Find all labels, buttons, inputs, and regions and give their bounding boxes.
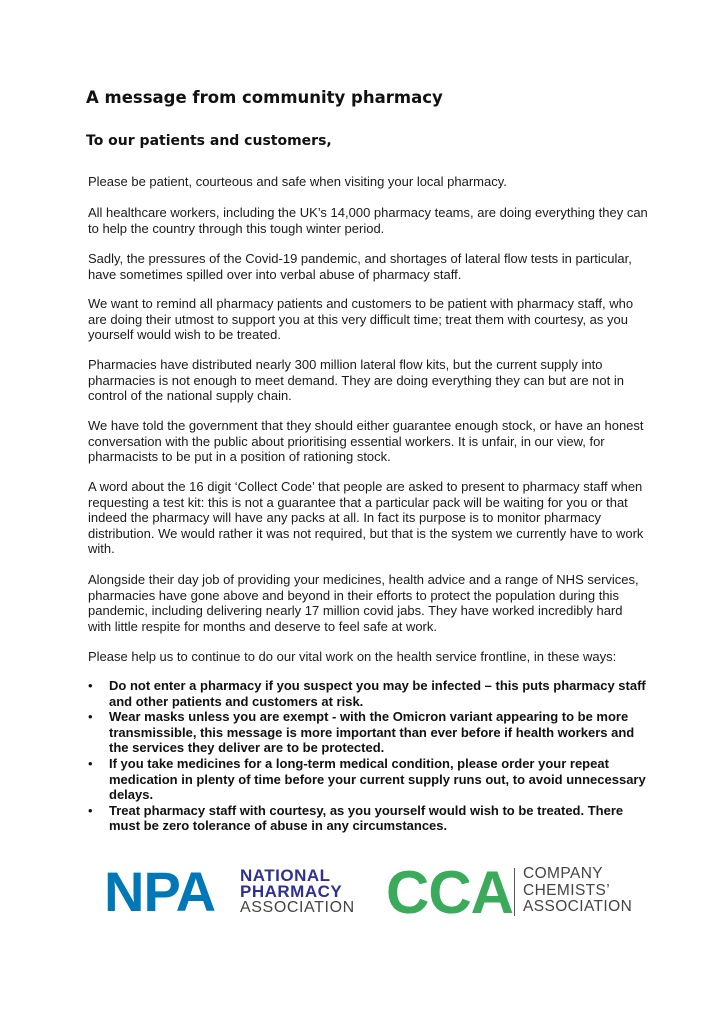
paragraph-1: Please be patient, courteous and safe when visiting your local pharmacy. bbox=[88, 174, 507, 189]
list-item bbox=[88, 756, 648, 803]
bullet-icon: • bbox=[88, 755, 93, 771]
cca-logo-divider bbox=[514, 868, 515, 916]
npa-logo-wordmark bbox=[240, 868, 355, 916]
cca-logo-line-2: CHEMISTS’ bbox=[523, 881, 611, 899]
paragraph-9: Please help us to continue to do our vital work on the health service frontline, in these ways: bbox=[88, 649, 617, 664]
list-item-text: Treat pharmacy staff with courtesy, as you yourself would wish to be treated. There must be zero tolerance of abuse in any circumstances. bbox=[109, 802, 624, 834]
cca-logo bbox=[386, 859, 636, 926]
cca-logo-line-1: COMPANY bbox=[523, 865, 604, 882]
cca-logo-line-3: ASSOCIATION bbox=[523, 898, 633, 915]
paragraph-5: Pharmacies have distributed nearly 300 million lateral flow kits, but the current supply into pharmacies is not enough to meet demand. They are doing everything they can but are not in control of the national supply chain. bbox=[88, 357, 624, 403]
paragraph-2: All healthcare workers, including the UK’s 14,000 pharmacy teams, are doing everything they can to help the country through this tough winter period. bbox=[88, 205, 648, 236]
bullet-icon: • bbox=[88, 802, 93, 818]
paragraph-7: A word about the 16 digit ‘Collect Code’ that people are asked to present to pharmacy staff when requesting a test kit: this is not a guarantee that a particular pack will be waiting for you or that indeed the pharmacy will have any packs at all. In fact its purpose is to monitor pharmacy distribution. We would rather it was not required, but that is the system we currently have to work with. bbox=[88, 479, 644, 556]
npa-logo-line-2: PHARMACY bbox=[240, 882, 343, 901]
cca-logo-mark: CCA bbox=[386, 859, 513, 926]
list-item bbox=[88, 803, 648, 834]
list-item-text: Do not enter a pharmacy if you suspect you may be infected – this puts pharmacy staff and other patients and customers at risk. bbox=[109, 678, 646, 709]
bullet-icon: • bbox=[88, 678, 93, 693]
npa-logo-line-3: ASSOCIATION bbox=[240, 899, 355, 916]
list-item-text: Wear masks unless you are exempt - with the Omicron variant appearing to be more transmissible, this message is more important than ever before if health workers and the services they deliver are to be protected. bbox=[109, 709, 635, 756]
npa-logo-mark: NPA bbox=[104, 860, 216, 923]
paragraph-3: Sadly, the pressures of the Covid-19 pandemic, and shortages of lateral flow tests in particular, have sometimes spilled over into verbal abuse of pharmacy staff. bbox=[88, 251, 632, 282]
salutation: To our patients and customers, bbox=[86, 133, 332, 149]
cca-logo-wordmark bbox=[523, 866, 632, 916]
list-item-text: If you take medicines for a long-term medical condition, please order your repeat medication in plenty of time before your current supply runs out, to avoid unnecessary delays. bbox=[109, 755, 646, 803]
paragraph-6: We have told the government that they should either guarantee enough stock, or have an honest conversation with the public about prioritising essential workers. It is unfair, in our view, for pharmacists to be put in a position of rationing stock. bbox=[88, 418, 644, 464]
paragraph-8: Alongside their day job of providing your medicines, health advice and a range of NHS services, pharmacies have gone above and beyond in their efforts to protect the population during this pandemic, including delivering nearly 17 million covid jabs. They have worked incredibly hard with little respite for months and deserve to feel safe at work. bbox=[88, 572, 639, 634]
paragraph-4: We want to remind all pharmacy patients and customers to be patient with pharmacy staff, who are doing their utmost to support you at this very difficult time; treat them with courtesy, as you yourself would wish to be treated. bbox=[88, 296, 634, 342]
guidance-list bbox=[88, 678, 648, 834]
npa-logo-line-1: NATIONAL bbox=[240, 866, 331, 885]
page-title: A message from community pharmacy bbox=[86, 88, 443, 107]
list-item bbox=[88, 678, 648, 709]
npa-logo bbox=[104, 860, 355, 923]
list-item bbox=[88, 709, 648, 756]
bullet-icon: • bbox=[88, 709, 93, 725]
